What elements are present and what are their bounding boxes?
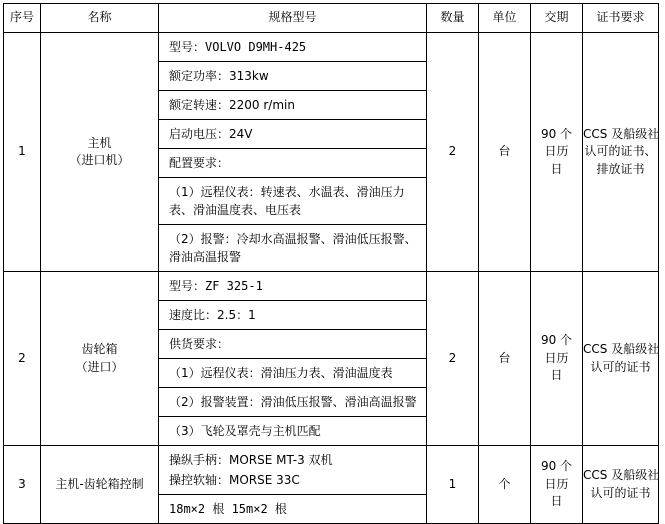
spec-detail-text: 18m×2 根 15m×2 根 — [169, 502, 287, 516]
row-name — [41, 33, 159, 272]
row-delivery-line: 日 — [550, 494, 563, 509]
spec-detail-text: 型号：VOLVO D9MH-425 — [159, 33, 426, 62]
row-qty: 2 — [427, 272, 479, 446]
row-delivery-line: 日 — [550, 161, 563, 176]
row-certificate — [583, 272, 659, 446]
row-delivery-line: 日历 — [544, 144, 569, 159]
spec-detail-text: 操控软轴：MORSE 33C — [159, 470, 426, 495]
spec-detail-table — [159, 272, 426, 445]
row-name-line: （进口机） — [69, 153, 130, 167]
table-header-row — [4, 4, 659, 33]
table-row — [4, 446, 659, 524]
spec-detail-text: 配置要求： — [159, 149, 426, 178]
specification-table — [3, 3, 659, 524]
row-name — [41, 272, 159, 446]
row-no: 1 — [4, 33, 41, 272]
row-name-line: 齿轮箱 — [81, 342, 118, 357]
spec-detail-row — [159, 33, 426, 62]
spec-detail-text: 额定功率：313kw — [159, 62, 426, 91]
spec-detail-text: （2）报警：冷却水高温报警、滑油低压报警、滑油高温报警 — [169, 232, 417, 264]
spec-detail-row — [159, 470, 426, 495]
row-delivery — [531, 272, 583, 446]
spec-detail-row — [159, 446, 426, 470]
row-unit: 台 — [479, 33, 531, 272]
spec-detail-row — [159, 225, 426, 272]
row-spec — [159, 33, 427, 272]
spec-table-page — [0, 3, 665, 519]
row-unit: 个 — [479, 446, 531, 524]
spec-detail-text: 型号：ZF 325-1 — [159, 272, 426, 301]
spec-detail-row — [159, 120, 426, 149]
spec-detail-text: （3）飞轮及罩壳与主机匹配 — [169, 424, 321, 438]
row-certificate — [583, 446, 659, 524]
row-qty: 2 — [427, 33, 479, 272]
column-header-qty: 数量 — [427, 4, 479, 33]
row-certificate — [583, 33, 659, 272]
row-qty: 1 — [427, 446, 479, 524]
row-certificate-line: CCS 及船级社 — [583, 126, 660, 141]
spec-detail-row — [159, 149, 426, 178]
row-delivery-line: 90 个 — [540, 333, 573, 348]
row-certificate-line: CCS 及船级社 — [583, 468, 660, 483]
row-spec — [159, 446, 427, 524]
spec-detail-row — [159, 495, 426, 524]
row-certificate-line: 排放证书 — [596, 161, 645, 176]
spec-detail-row — [159, 272, 426, 301]
column-header-spec: 规格型号 — [159, 4, 427, 33]
row-delivery — [531, 446, 583, 524]
spec-detail-row — [159, 359, 426, 388]
row-certificate-line: 认可的证书 — [590, 359, 651, 374]
spec-detail-text: （1）远程仪表：转速表、水温表、滑油压力表、滑油温度表、电压表 — [159, 178, 426, 225]
spec-detail-row — [159, 417, 426, 446]
row-delivery-line: 90 个 — [540, 126, 573, 141]
spec-detail-text: 额定转速：2200 r/min — [159, 91, 426, 120]
spec-detail-table — [159, 33, 426, 271]
row-name — [41, 446, 159, 524]
row-delivery-line: 日历 — [544, 476, 569, 491]
column-header-delivery: 交期 — [531, 4, 583, 33]
row-name-line: 主机-齿轮箱控制 — [55, 476, 144, 491]
row-delivery-line: 90 个 — [540, 459, 573, 474]
spec-detail-row — [159, 301, 426, 330]
spec-detail-text: （1）远程仪表：滑油压力表、滑油温度表 — [159, 359, 426, 388]
spec-detail-row — [159, 330, 426, 359]
row-name-line: 主机 — [87, 135, 112, 150]
row-name-line: （进口） — [75, 359, 124, 374]
row-delivery — [531, 33, 583, 272]
row-no: 2 — [4, 272, 41, 446]
column-header-name: 名称 — [41, 4, 159, 33]
spec-detail-text: 启动电压：24V — [159, 120, 426, 149]
row-certificate-line: 认可的证书 — [590, 485, 651, 500]
row-certificate-line: CCS 及船级社 — [583, 342, 660, 357]
row-delivery-line: 日 — [550, 368, 563, 383]
row-no: 3 — [4, 446, 41, 524]
spec-detail-row — [159, 62, 426, 91]
column-header-certificate: 证书要求 — [583, 4, 659, 33]
table-row — [4, 272, 659, 446]
row-unit: 台 — [479, 272, 531, 446]
spec-detail-table — [159, 446, 426, 523]
column-header-unit: 单位 — [479, 4, 531, 33]
column-header-no: 序号 — [4, 4, 41, 33]
spec-detail-text: 供货要求： — [159, 330, 426, 359]
spec-detail-text: （2）报警装置：滑油低压报警、滑油高温报警 — [159, 388, 426, 417]
spec-detail-row — [159, 178, 426, 225]
spec-detail-text: 速度比：2.5：1 — [159, 301, 426, 330]
row-delivery-line: 日历 — [544, 350, 569, 365]
spec-detail-row — [159, 91, 426, 120]
row-spec — [159, 272, 427, 446]
row-certificate-line: 认可的证书、 — [584, 144, 657, 159]
table-row — [4, 33, 659, 272]
spec-detail-row — [159, 388, 426, 417]
spec-detail-text: 操纵手柄：MORSE MT-3 双机 — [169, 453, 333, 467]
